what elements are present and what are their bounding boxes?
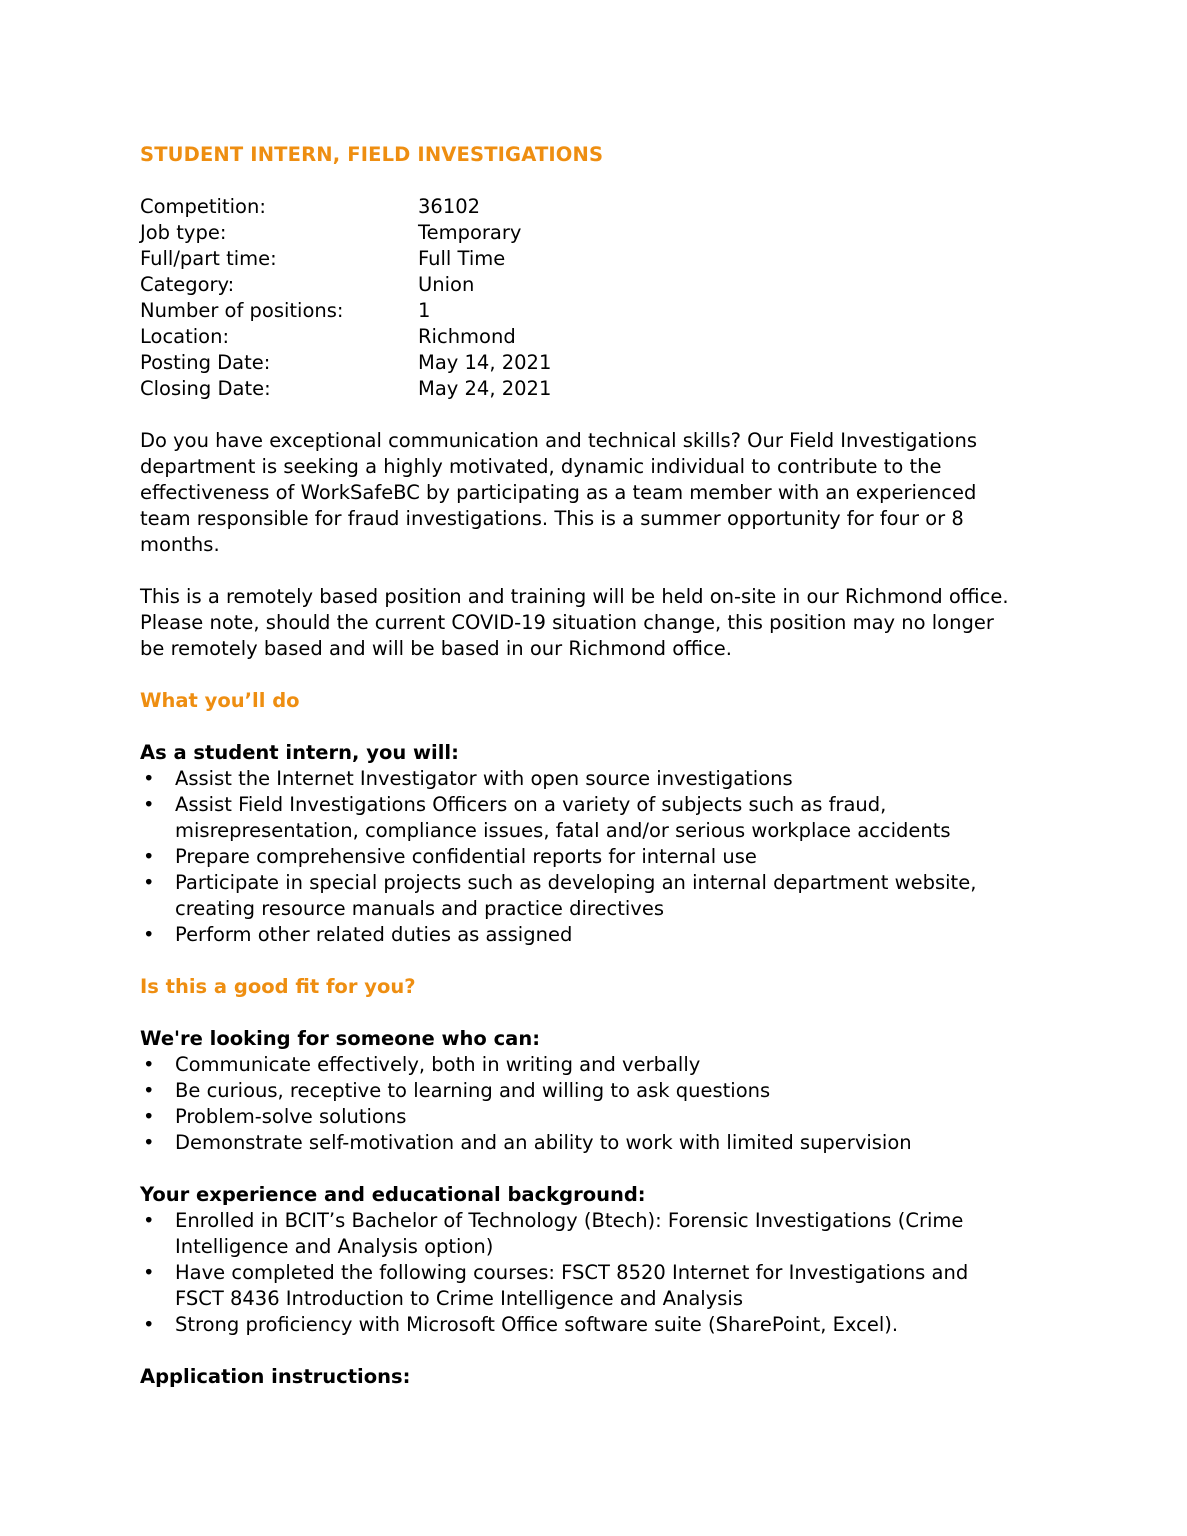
list-item — [140, 922, 1015, 948]
table-row — [140, 246, 551, 272]
list-item-text: Enrolled in BCIT’s Bachelor of Technology (Btech): Forensic Investigations (Crime Intelligence and Analysis option) — [175, 1209, 964, 1258]
detail-label: Category: — [140, 273, 235, 296]
list-experience — [140, 1208, 1015, 1338]
list-item-text: Problem-solve solutions — [175, 1105, 407, 1128]
section-heading-what-you-will-do: What you’ll do — [140, 689, 300, 712]
detail-label: Closing Date: — [140, 377, 271, 400]
subhead-were-looking-for: We're looking for someone who can: — [140, 1027, 541, 1050]
list-item — [140, 1312, 1015, 1338]
detail-label: Location: — [140, 325, 230, 348]
intro-paragraph-2: This is a remotely based position and training will be held on-site in our Richmond office. Please note, should the current COVID-19 situation change, this position may no longer be remotely based and will be based in our Richmond office. — [140, 585, 1009, 660]
table-row — [140, 350, 551, 376]
list-item — [140, 844, 1015, 870]
list-item-text: Perform other related duties as assigned — [175, 923, 573, 946]
subhead-as-a-student-intern: As a student intern, you will: — [140, 741, 459, 764]
bullet-icon: • — [143, 1313, 155, 1336]
section-heading-good-fit: Is this a good fit for you? — [140, 975, 416, 998]
detail-value: Richmond — [418, 325, 516, 348]
list-item — [140, 870, 1015, 922]
bullet-icon: • — [143, 1105, 155, 1128]
detail-value: Union — [418, 273, 475, 296]
list-good-fit — [140, 1052, 1015, 1156]
detail-value: May 24, 2021 — [418, 377, 552, 400]
table-row — [140, 324, 551, 350]
job-details-table — [140, 194, 551, 402]
bullet-icon: • — [143, 1131, 155, 1154]
detail-label: Job type: — [140, 221, 227, 244]
detail-value: May 14, 2021 — [418, 351, 552, 374]
bullet-icon: • — [143, 1079, 155, 1102]
bullet-icon: • — [143, 1261, 155, 1284]
intro-paragraph-1: Do you have exceptional communication and technical skills? Our Field Investigations department is seeking a highly motivated, dynamic individual to contribute to the effectiveness of WorkSafeBC by participating as a team member with an experienced team responsible for fraud investigations. This is a summer opportunity for four or 8 months. — [140, 429, 978, 556]
detail-value: 1 — [418, 299, 431, 322]
table-row — [140, 194, 551, 220]
table-row — [140, 272, 551, 298]
bullet-icon: • — [143, 1053, 155, 1076]
subhead-application-instructions: Application instructions: — [140, 1365, 411, 1388]
subhead-your-experience: Your experience and educational background: — [140, 1183, 646, 1206]
detail-value: Temporary — [418, 221, 522, 244]
list-item-text: Prepare comprehensive confidential reports for internal use — [175, 845, 757, 868]
detail-value: 36102 — [418, 195, 481, 218]
page-title: STUDENT INTERN, FIELD INVESTIGATIONS — [140, 143, 604, 166]
bullet-icon: • — [143, 923, 155, 946]
list-item-text: Be curious, receptive to learning and willing to ask questions — [175, 1079, 771, 1102]
list-item — [140, 1052, 1015, 1078]
detail-value: Full Time — [418, 247, 506, 270]
list-item — [140, 1104, 1015, 1130]
list-item-text: Participate in special projects such as developing an internal department website, creating resource manuals and practice directives — [175, 871, 977, 920]
bullet-icon: • — [143, 871, 155, 894]
list-item — [140, 1130, 1015, 1156]
list-item-text: Assist Field Investigations Officers on a variety of subjects such as fraud, misrepresentation, compliance issues, fatal and/or serious workplace accidents — [175, 793, 951, 842]
detail-label: Competition: — [140, 195, 266, 218]
table-row — [140, 220, 551, 246]
detail-label: Number of positions: — [140, 299, 344, 322]
spacer — [140, 402, 1015, 428]
bullet-icon: • — [143, 793, 155, 816]
bullet-icon: • — [143, 845, 155, 868]
list-item-text: Demonstrate self-motivation and an ability to work with limited supervision — [175, 1131, 912, 1154]
detail-label: Full/part time: — [140, 247, 277, 270]
list-item-text: Assist the Internet Investigator with open source investigations — [175, 767, 793, 790]
list-what-you-will-do — [140, 766, 1015, 948]
list-item — [140, 1078, 1015, 1104]
bullet-icon: • — [143, 1209, 155, 1232]
list-item — [140, 792, 1015, 844]
table-row — [140, 376, 551, 402]
list-item — [140, 766, 1015, 792]
list-item-text: Communicate effectively, both in writing and verbally — [175, 1053, 701, 1076]
detail-label: Posting Date: — [140, 351, 271, 374]
list-item-text: Strong proficiency with Microsoft Office software suite (SharePoint, Excel). — [175, 1313, 899, 1336]
list-item-text: Have completed the following courses: FSCT 8520 Internet for Investigations and FSCT 8436 Introduction to Crime Intelligence and Analysis — [175, 1261, 969, 1310]
bullet-icon: • — [143, 767, 155, 790]
table-row — [140, 298, 551, 324]
list-item — [140, 1208, 1015, 1260]
list-item — [140, 1260, 1015, 1312]
